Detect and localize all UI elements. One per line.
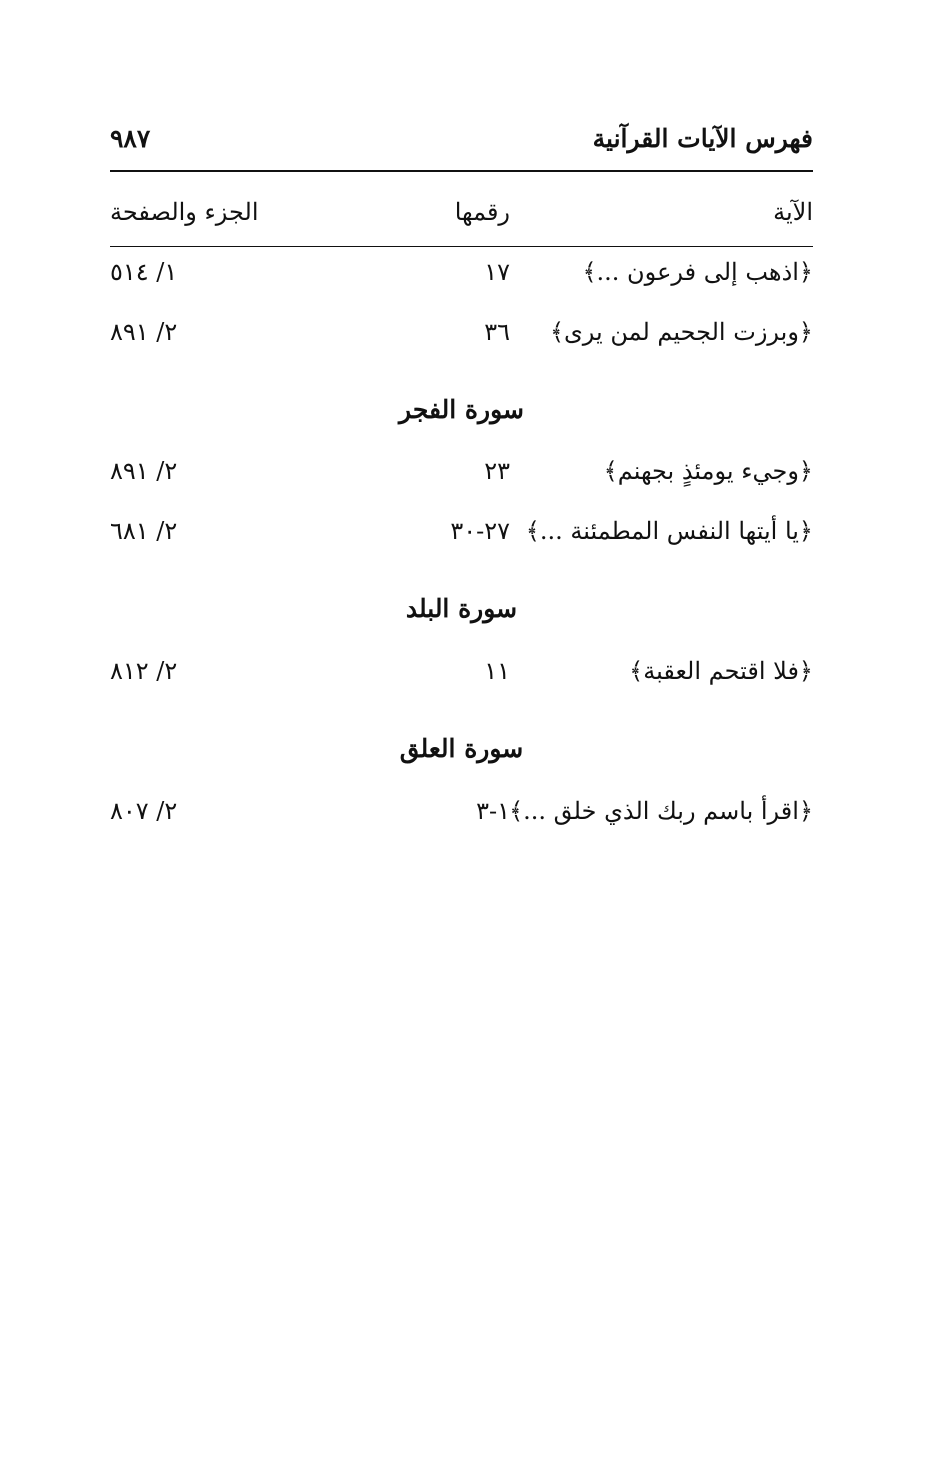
- volume-page: ٢/ ٨٩١: [110, 318, 178, 346]
- volume-page: ٢/ ٨٠٧: [110, 797, 178, 825]
- verse-number: ٣٦: [484, 318, 510, 346]
- verse-number: ١-٣: [476, 797, 510, 825]
- verse-number: ١١: [484, 657, 510, 685]
- verse-number: ١٧: [484, 258, 510, 286]
- column-header-verse: الآية: [773, 198, 813, 226]
- volume-page: ٢/ ٨١٢: [110, 657, 178, 685]
- surah-title-fajr: سورة الفجر: [399, 395, 524, 424]
- verse-number: ٢٣: [484, 457, 510, 485]
- verse-text: ﴿اذهب إلى فرعون ...﴾: [582, 258, 813, 286]
- verse-text: ﴿فلا اقتحم العقبة﴾: [629, 657, 813, 685]
- running-head: [110, 124, 813, 164]
- table-row: [110, 517, 813, 557]
- verse-text: ﴿اقرأ باسم ربك الذي خلق ...﴾: [509, 797, 813, 825]
- header-rule: [110, 170, 813, 172]
- verse-text: ﴿يا أيتها النفس المطمئنة ...﴾: [525, 517, 813, 545]
- table-row: [110, 657, 813, 697]
- table-row: [110, 457, 813, 497]
- table-row: [110, 318, 813, 358]
- column-headers: [110, 198, 813, 238]
- volume-page: ٢/ ٦٨١: [110, 517, 178, 545]
- surah-title-alaq: سورة العلق: [399, 734, 524, 763]
- volume-page: ١/ ٥١٤: [110, 258, 178, 286]
- running-title: فهرس الآيات القرآنية: [592, 124, 813, 153]
- volume-page: ٢/ ٨٩١: [110, 457, 178, 485]
- table-row: [110, 797, 813, 837]
- verse-number: ٢٧-٣٠: [450, 517, 510, 545]
- page-number: ٩٨٧: [110, 124, 151, 153]
- surah-title-balad: سورة البلد: [405, 594, 518, 623]
- column-header-reference: الجزء والصفحة: [110, 198, 259, 226]
- column-header-rule: [110, 246, 813, 247]
- column-header-number: رقمها: [454, 198, 510, 226]
- table-row: [110, 258, 813, 298]
- verse-text: ﴿وبرزت الجحيم لمن يرى﴾: [549, 318, 813, 346]
- verse-text: ﴿وجيء يومئذٍ بجهنم﴾: [603, 457, 813, 485]
